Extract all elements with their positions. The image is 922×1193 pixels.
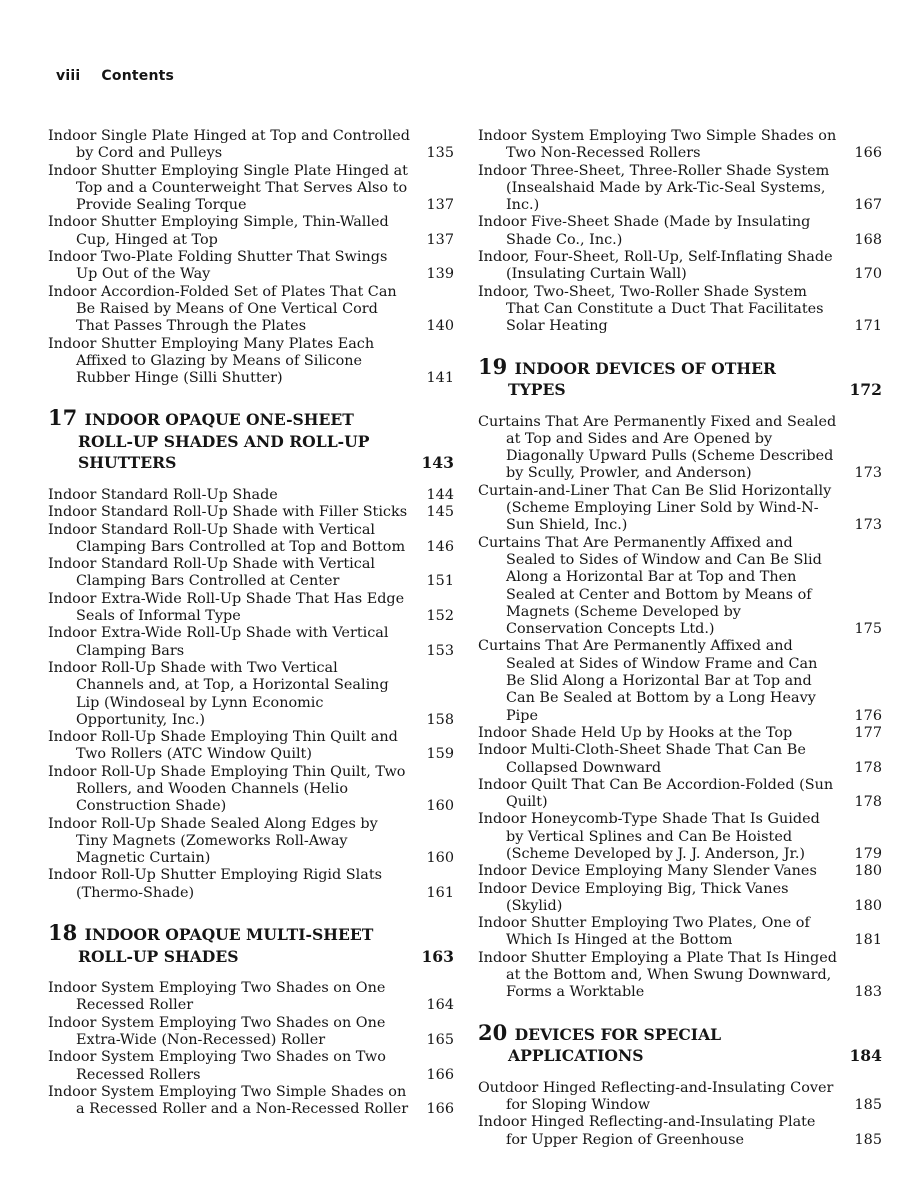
entry-title: Curtains That Are Permanently Affixed and Sealed at Sides of Window Frame and Can Be Slid Along a Horizontal Bar at Top and Can Be Sealed at Bottom by a Long Heavy Pipe	[478, 638, 818, 724]
chapter-number: 20	[478, 1019, 508, 1045]
toc-entry	[478, 214, 882, 249]
toc-entry	[48, 729, 454, 764]
chapter-number: 19	[478, 353, 508, 379]
entry-page-number: 165	[426, 1031, 454, 1048]
toc-entry	[48, 214, 454, 249]
entry-title: Outdoor Hinged Reflecting-and-Insulating Cover for Sloping Window	[478, 1079, 834, 1113]
entry-title: Indoor System Employing Two Shades on One Recessed Roller	[48, 980, 386, 1014]
chapter-page-number: 172	[849, 380, 882, 400]
toc-chapter-heading	[48, 407, 454, 474]
entry-page-number: 180	[854, 897, 882, 914]
toc-entry	[478, 128, 882, 163]
toc-entry	[48, 336, 454, 388]
toc-chapter-heading	[48, 922, 454, 967]
entry-page-number: 160	[426, 850, 454, 867]
entry-page-number: 183	[854, 984, 882, 1001]
entry-page-number: 151	[426, 573, 454, 590]
entry-page-number: 160	[426, 798, 454, 815]
page-number: viii	[56, 68, 81, 84]
toc-entry	[48, 522, 454, 557]
toc-entry	[478, 863, 882, 880]
entry-page-number: 173	[854, 465, 882, 482]
toc-entry	[48, 816, 454, 868]
entry-title: Curtains That Are Permanently Fixed and Sealed at Top and Sides and Are Opened by Diagonally Upward Pulls (Scheme Described by Scully, Prowler, and Anderson)	[478, 413, 837, 482]
toc-entry	[478, 483, 882, 535]
entry-page-number: 140	[426, 318, 454, 335]
toc-entry	[478, 1114, 882, 1149]
entry-page-number: 181	[854, 932, 882, 949]
chapter-title: 20 DEVICES FOR SPECIAL APPLICATIONS	[478, 1019, 722, 1066]
chapter-number: 18	[48, 920, 78, 946]
entry-title: Indoor Extra-Wide Roll-Up Shade with Vertical Clamping Bars	[48, 625, 389, 659]
entry-page-number: 153	[426, 642, 454, 659]
entry-page-number: 168	[854, 231, 882, 248]
toc-entry	[478, 638, 882, 724]
entry-title: Indoor, Four-Sheet, Roll-Up, Self-Inflating Shade (Insulating Curtain Wall)	[478, 249, 833, 283]
entry-title: Indoor Device Employing Many Slender Vanes	[478, 863, 817, 880]
entry-title: Indoor Standard Roll-Up Shade with Vertical Clamping Bars Controlled at Center	[48, 556, 376, 590]
toc-entry	[478, 284, 882, 336]
entry-page-number: 171	[854, 318, 882, 335]
entry-page-number: 144	[426, 486, 454, 503]
entry-page-number: 176	[854, 707, 882, 724]
toc-entry	[48, 1084, 454, 1119]
toc-entry	[478, 881, 882, 916]
entry-title: Indoor Single Plate Hinged at Top and Controlled by Cord and Pulleys	[48, 128, 410, 162]
entry-page-number: 135	[426, 145, 454, 162]
page-header	[56, 68, 174, 84]
toc-entry	[48, 1015, 454, 1050]
toc-entry	[478, 535, 882, 639]
entry-title: Indoor Five-Sheet Shade (Made by Insulating Shade Co., Inc.)	[478, 214, 811, 248]
toc-entry	[48, 128, 454, 163]
entry-page-number: 161	[426, 884, 454, 901]
entry-page-number: 146	[426, 538, 454, 555]
entry-title: Indoor Standard Roll-Up Shade with Filler Sticks	[48, 504, 408, 521]
entry-page-number: 164	[426, 997, 454, 1014]
entry-page-number: 145	[426, 504, 454, 521]
running-title: Contents	[101, 68, 175, 84]
entry-page-number: 139	[426, 266, 454, 283]
toc-entry	[478, 414, 882, 483]
entry-title: Indoor System Employing Two Shades on Two Recessed Rollers	[48, 1049, 386, 1083]
entry-title: Indoor Device Employing Big, Thick Vanes (Skylid)	[478, 880, 789, 914]
entry-page-number: 166	[426, 1101, 454, 1118]
entry-page-number: 137	[426, 231, 454, 248]
entry-title: Indoor Quilt That Can Be Accordion-Folded (Sun Quilt)	[478, 776, 834, 811]
entry-page-number: 158	[426, 711, 454, 728]
entry-title: Indoor System Employing Two Simple Shades on a Recessed Roller and a Non-Recessed Roller	[48, 1083, 409, 1118]
toc-entry	[48, 660, 454, 729]
entry-page-number: 166	[854, 145, 882, 162]
toc-entry	[478, 725, 882, 742]
entry-title: Indoor Roll-Up Shutter Employing Rigid Slats (Thermo-Shade)	[48, 867, 383, 901]
entry-title: Indoor Roll-Up Shade with Two Vertical Channels and, at Top, a Horizontal Sealing Lip (Windoseal by Lynn Economic Opportunity, Inc.)	[48, 659, 389, 728]
entry-title: Indoor Roll-Up Shade Employing Thin Quilt and Two Rollers (ATC Window Quilt)	[48, 729, 398, 763]
toc-chapter-heading	[478, 353, 882, 401]
entry-title: Indoor Roll-Up Shade Sealed Along Edges by Tiny Magnets (Zomeworks Roll-Away Magnetic Curtain)	[48, 815, 378, 867]
entry-title: Indoor Shutter Employing Single Plate Hinged at Top and a Counterweight That Serves Also to Provide Sealing Torque	[48, 162, 408, 214]
toc-entry	[48, 1049, 454, 1084]
chapter-title: 19 INDOOR DEVICES OF OTHER TYPES	[478, 353, 776, 400]
toc-entry	[478, 249, 882, 284]
chapter-title: 18 INDOOR OPAQUE MULTI-SHEET ROLL-UP SHADES	[48, 920, 374, 966]
chapter-page-number: 184	[849, 1046, 882, 1066]
entry-page-number: 137	[426, 197, 454, 214]
entry-title: Indoor Shutter Employing Simple, Thin-Walled Cup, Hinged at Top	[48, 214, 389, 248]
toc-entry	[478, 777, 882, 812]
toc-entry	[48, 504, 454, 521]
entry-title: Indoor Extra-Wide Roll-Up Shade That Has Edge Seals of Informal Type	[48, 590, 405, 625]
entry-title: Indoor Shutter Employing Two Plates, One of Which Is Hinged at the Bottom	[478, 915, 810, 949]
entry-title: Indoor, Two-Sheet, Two-Roller Shade System That Can Constitute a Duct That Facilitates Solar Heating	[478, 283, 824, 335]
toc-entry	[48, 867, 454, 902]
toc-entry	[48, 487, 454, 504]
entry-page-number: 185	[854, 1096, 882, 1113]
entry-title: Indoor Multi-Cloth-Sheet Shade That Can Be Collapsed Downward	[478, 742, 806, 776]
entry-title: Indoor Shutter Employing a Plate That Is Hinged at the Bottom and, When Swung Downward, Forms a Worktable	[478, 949, 837, 1001]
chapter-number: 17	[48, 405, 78, 431]
entry-page-number: 177	[854, 724, 882, 741]
entry-page-number: 173	[854, 517, 882, 534]
entry-page-number: 178	[854, 794, 882, 811]
toc-column-left	[48, 128, 454, 1118]
entry-page-number: 152	[426, 608, 454, 625]
toc-column-right	[478, 128, 882, 1149]
entry-page-number: 185	[854, 1131, 882, 1148]
toc-entry	[478, 950, 882, 1002]
entry-title: Curtain-and-Liner That Can Be Slid Horizontally (Scheme Employing Liner Sold by Wind-N-Sun Shield, Inc.)	[478, 482, 832, 534]
entry-title: Indoor System Employing Two Simple Shades on Two Non-Recessed Rollers	[478, 128, 837, 162]
chapter-page-number: 143	[421, 453, 454, 473]
toc-entry	[478, 1080, 882, 1115]
entry-title: Indoor Accordion-Folded Set of Plates That Can Be Raised by Means of One Vertical Cord That Passes Through the Plates	[48, 283, 397, 335]
entry-title: Indoor Three-Sheet, Three-Roller Shade System (Insealshaid Made by Ark-Tic-Seal Systems, Inc.)	[478, 162, 830, 214]
entry-page-number: 170	[854, 266, 882, 283]
toc-entry	[48, 284, 454, 336]
toc-entry	[48, 764, 454, 816]
entry-page-number: 178	[854, 759, 882, 776]
entry-page-number: 159	[426, 746, 454, 763]
chapter-title: 17 INDOOR OPAQUE ONE-SHEET ROLL-UP SHADES AND ROLL-UP SHUTTERS	[48, 405, 370, 473]
entry-title: Indoor Shade Held Up by Hooks at the Top	[478, 724, 793, 741]
toc-entry	[48, 980, 454, 1015]
toc-entry	[478, 163, 882, 215]
entry-page-number: 179	[854, 845, 882, 862]
toc-entry	[48, 556, 454, 591]
toc-entry	[48, 163, 454, 215]
entry-page-number: 180	[854, 863, 882, 880]
entry-title: Indoor Standard Roll-Up Shade with Vertical Clamping Bars Controlled at Top and Bottom	[48, 521, 406, 555]
chapter-page-number: 163	[421, 946, 454, 966]
toc-entry	[478, 915, 882, 950]
toc-entry	[48, 249, 454, 284]
entry-title: Curtains That Are Permanently Affixed and Sealed to Sides of Window and Can Be Slid Along a Horizontal Bar at Top and Then Sealed at Center and Bottom by Means of Magnets (Scheme Developed by Conservation Concepts Ltd.)	[478, 534, 822, 638]
entry-page-number: 141	[426, 370, 454, 387]
entry-page-number: 175	[854, 621, 882, 638]
entry-title: Indoor Hinged Reflecting-and-Insulating Plate for Upper Region of Greenhouse	[478, 1114, 816, 1148]
entry-title: Indoor Standard Roll-Up Shade	[48, 486, 278, 503]
entry-title: Indoor Roll-Up Shade Employing Thin Quilt, Two Rollers, and Wooden Channels (Helio Construction Shade)	[48, 763, 406, 815]
toc-entry	[478, 811, 882, 863]
toc-chapter-heading	[478, 1019, 882, 1067]
entry-page-number: 167	[854, 197, 882, 214]
toc-entry	[478, 742, 882, 777]
entry-title: Indoor System Employing Two Shades on One Extra-Wide (Non-Recessed) Roller	[48, 1014, 386, 1048]
entry-page-number: 166	[426, 1066, 454, 1083]
toc-entry	[48, 591, 454, 626]
entry-title: Indoor Honeycomb-Type Shade That Is Guided by Vertical Splines and Can Be Hoisted (Scheme Developed by J. J. Anderson, Jr.)	[478, 811, 820, 862]
entry-title: Indoor Shutter Employing Many Plates Each Affixed to Glazing by Means of Silicone Rubber Hinge (Silli Shutter)	[48, 335, 375, 387]
entry-title: Indoor Two-Plate Folding Shutter That Swings Up Out of the Way	[48, 249, 388, 283]
toc-entry	[48, 625, 454, 660]
